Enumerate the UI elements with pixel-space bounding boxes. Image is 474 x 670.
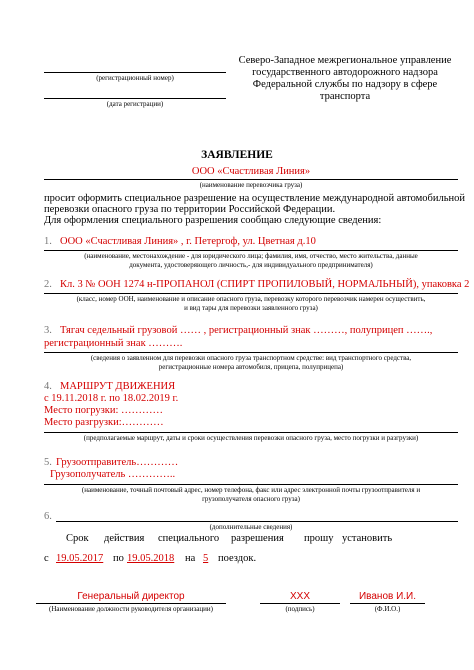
item3-line xyxy=(44,352,458,353)
addressee-line-3: Федеральной службы по надзору в сфере xyxy=(252,79,438,90)
item2-value: Кл. 3 № ООН 1274 н-ПРОПАНОЛ (СПИРТ ПРОПИЛОВЫЙ, НОРМАЛЬНЫЙ), упаковка 2 xyxy=(60,279,470,290)
item4-loading-place: Место погрузки: ………… xyxy=(44,405,164,416)
intro-line-1: просит оформить специальное разрешение на осуществление международной автомобильной xyxy=(44,193,466,204)
term-word-6: установить xyxy=(342,533,393,544)
item1-caption-1: (наименование, местонахождение - для юридического лица; фамилия, имя, отчество, место жительства, данные xyxy=(84,252,418,260)
item2-caption-1: (класс, номер ООН, наименование и описание опасного груза, перевозку которого перевозчик намерен осуществить, xyxy=(76,295,426,303)
item3-line-2: регистрационный знак ………. xyxy=(44,338,183,349)
reg-date-line xyxy=(44,98,226,99)
item4-caption: (предполагаемые маршрут, даты и сроки осуществления перевозки опасного груза, место погрузки и разгрузки) xyxy=(83,434,419,442)
signature-name-line xyxy=(350,603,425,604)
item2-number: 2. xyxy=(44,279,52,290)
item3-caption-2: регистрационные номера автомобиля, прицепа, полуприцепа) xyxy=(158,363,344,371)
carrier-caption: (наименование перевозчика груза) xyxy=(199,181,303,189)
item3-number: 3. xyxy=(44,325,52,336)
term-word-1: Срок xyxy=(66,533,89,544)
reg-date-caption: (дата регистрации) xyxy=(106,100,164,108)
item1-value: ООО «Счастливая Линия» , г. Петергоф, ул. Цветная д.10 xyxy=(60,236,316,247)
item1-line xyxy=(44,250,458,251)
intro-line-2: перевозки опасного груза по территории Российской Федерации. xyxy=(44,204,336,215)
addressee-line-1: Северо-Западное межрегиональное управление xyxy=(238,55,452,66)
item4-number: 4. xyxy=(44,381,52,392)
item4-unloading-place: Место разгрузки:………… xyxy=(44,417,164,428)
item5-line xyxy=(44,484,458,485)
signature-position: Генеральный директор xyxy=(77,591,185,602)
item3-line-1: Тягач седельный грузовой …… , регистрационный знак ………, полуприцеп ……., xyxy=(60,325,433,336)
signature-sign-caption: (подпись) xyxy=(285,605,315,613)
term-word-3: специального xyxy=(158,533,220,544)
signature-full-name: Иванов И.И. xyxy=(358,591,417,602)
signature-sign-line xyxy=(260,603,340,604)
carrier-name: ООО «Счастливая Линия» xyxy=(191,166,311,177)
item6-number: 6. xyxy=(44,511,52,522)
term-from-date: 19.05.2017 xyxy=(56,553,104,564)
item2-line xyxy=(44,293,458,294)
term-to-date: 19.05.2018 xyxy=(127,553,175,564)
item5-consignee: Грузополучатель ………….. xyxy=(50,469,176,480)
term-count-prefix: на xyxy=(185,553,196,564)
signature-position-line xyxy=(36,603,226,604)
term-trip-count: 5 xyxy=(203,553,209,564)
signature-name-caption: (Ф.И.О.) xyxy=(374,605,401,613)
item3-caption-1: (сведения о заявленном для перевозки опасного груза транспортном средстве: вид транспортного средства, xyxy=(90,354,412,362)
addressee-line-4: транспорта xyxy=(319,91,371,102)
carrier-line xyxy=(44,179,458,180)
item4-dates: с 19.11.2018 г. по 18.02.2019 г. xyxy=(44,393,179,404)
intro-line-3: Для оформления специального разрешения сообщаю следующие сведения: xyxy=(44,215,382,226)
reg-number-caption: (регистрационный номер) xyxy=(96,74,174,82)
term-word-5: прошу xyxy=(304,533,334,544)
item4-route-heading: МАРШРУТ ДВИЖЕНИЯ xyxy=(60,381,176,392)
item5-caption-1: (наименование, точный почтовый адрес, номер телефона, факс или адрес электронной почты грузоотправителя и xyxy=(81,486,421,494)
item5-shipper: Грузоотправитель………… xyxy=(56,457,179,468)
signature-position-caption: (Наименование должности руководителя организации) xyxy=(49,605,213,613)
item1-number: 1. xyxy=(44,236,52,247)
term-mid: по xyxy=(113,553,124,564)
item6-line xyxy=(56,521,458,522)
item4-line xyxy=(44,432,458,433)
term-word-4: разрешения xyxy=(231,533,284,544)
term-prefix: с xyxy=(44,553,49,564)
item2-caption-2: и вид тары для перевозки заявленного груза) xyxy=(184,304,318,312)
item5-caption-2: грузополучателя опасного груза) xyxy=(202,495,300,503)
signature-sign: XXX xyxy=(289,591,310,602)
reg-number-line xyxy=(44,72,226,73)
term-word-2: действия xyxy=(104,533,145,544)
item5-number: 5. xyxy=(44,457,52,468)
item6-caption: (дополнительные сведения) xyxy=(209,523,293,531)
term-suffix: поездок. xyxy=(218,553,257,564)
addressee-line-2: государственного автодорожного надзора xyxy=(252,67,438,78)
item1-caption-2: документа, удостоверяющего личность,- для индивидуального предпринимателя) xyxy=(129,261,373,269)
document-title: ЗАЯВЛЕНИЕ xyxy=(201,149,273,161)
